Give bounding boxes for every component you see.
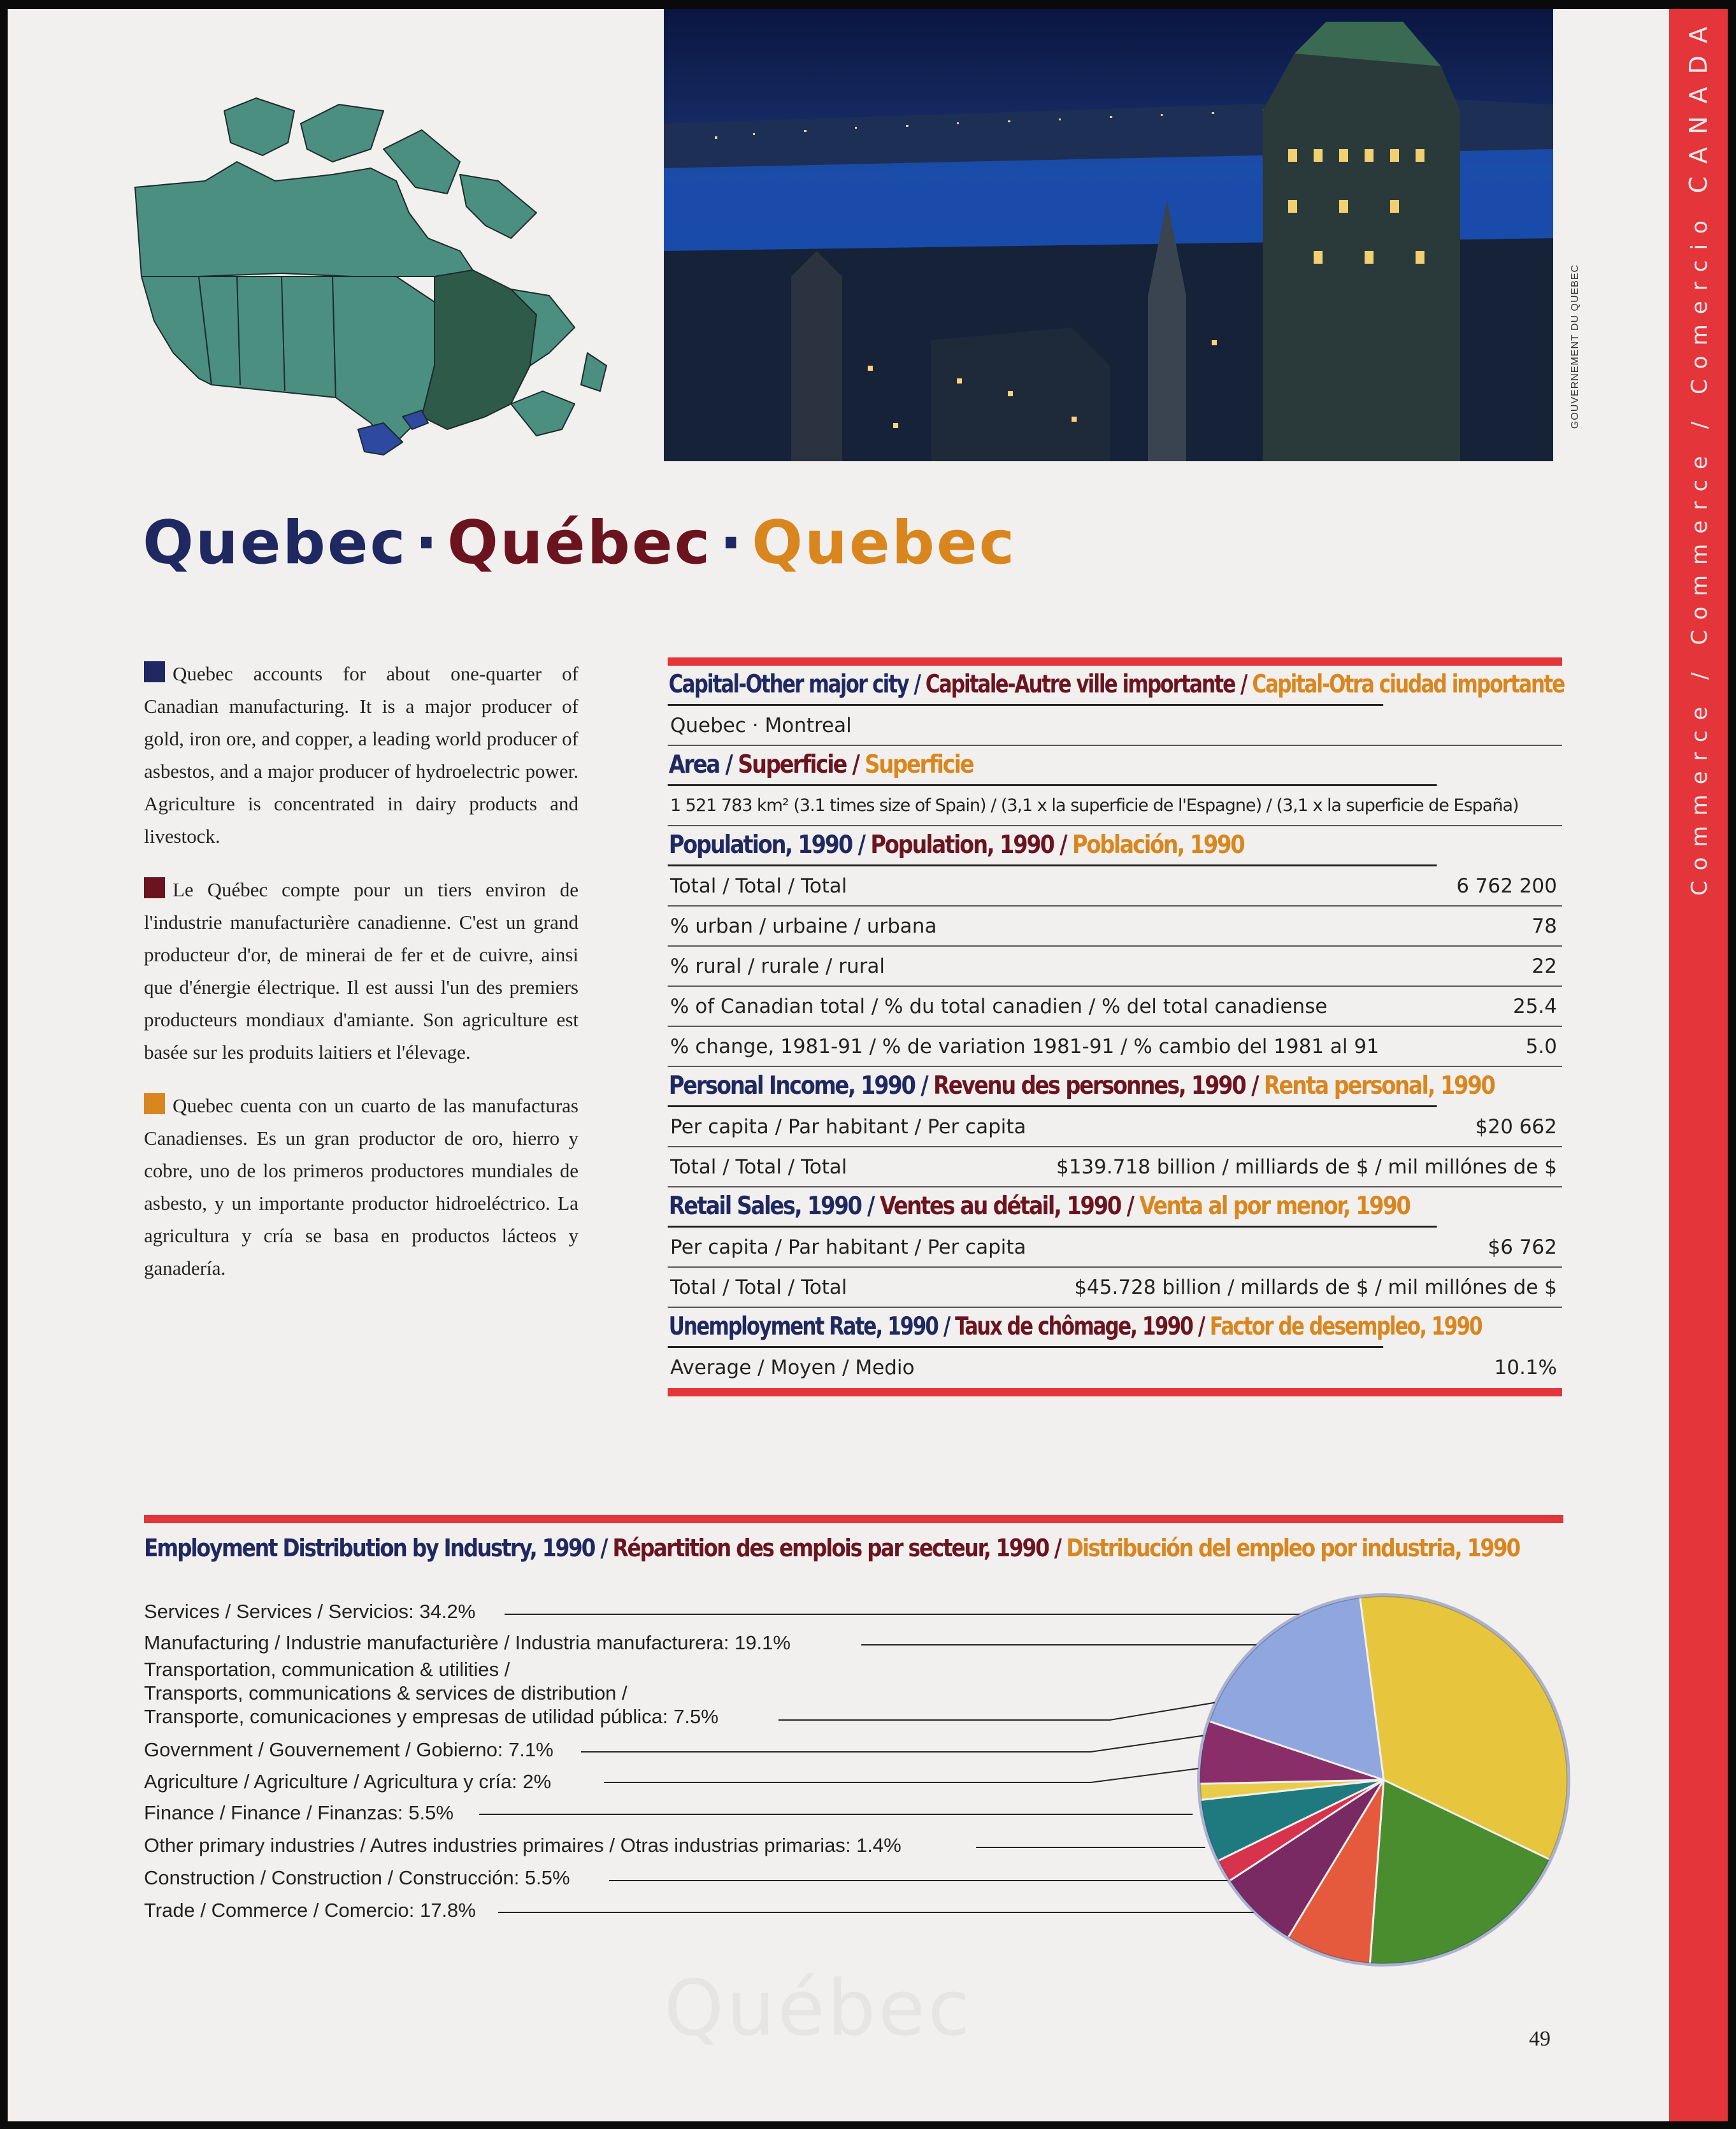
employment-title: Employment Distribution by Industry, 1990 / Répartition des emplois par secteur, 1990 / Distribución del empleo por industria, 1990 xyxy=(144,1534,1520,1562)
employment-pie-chart xyxy=(1173,1576,1575,1984)
paragraph-english: Quebec accounts for about one-quarter of Canadian manufacturing. It is a major producer of gold, iron ore, and copper, a leading world producer of asbestos, and a major producer of hydroelectric power. Agriculture is concentrated in dairy products and livestock. xyxy=(144,663,578,847)
stat-row: 1 521 783 km² (3.1 times size of Spain) / (3,1 x la superficie de l'Espagne) / (3,1 x la superficie de España) xyxy=(668,786,1562,826)
section-head-area: Area / Superficie / Superficie xyxy=(668,746,1437,786)
section-head-population: Population, 1990 / Population, 1990 / Población, 1990 xyxy=(668,826,1437,866)
title-spanish: Quebec xyxy=(752,508,1017,578)
stat-row: Total / Total / Total 6 762 200 xyxy=(668,866,1562,907)
stat-row: % of Canadian total / % du total canadien / % del total canadiense 25.4 xyxy=(668,987,1562,1027)
stat-row: % rural / rurale / rural 22 xyxy=(668,947,1562,987)
title-separator: · xyxy=(415,508,440,578)
title-french: Québec xyxy=(447,508,712,578)
stat-row: % urban / urbaine / urbana 78 xyxy=(668,907,1562,947)
stat-row: Average / Moyen / Medio 10.1% xyxy=(670,1356,1557,1379)
stat-row: Total / Total / Total $45.728 billion / millards de $ / mil millónes de $ xyxy=(668,1268,1562,1308)
stat-row: % change, 1981-91 / % de variation 1981-91 / % cambio del 1981 al 91 5.0 xyxy=(668,1027,1562,1067)
section-head-unemployment: Unemployment Rate, 1990 / Taux de chômage, 1990 / Factor de desempleo, 1990 xyxy=(668,1308,1383,1348)
pie-label-government: Government / Gouvernement / Gobierno: 7.1% xyxy=(144,1738,563,1762)
title-english: Quebec xyxy=(143,508,408,578)
sidebar-accent: CANADA xyxy=(1684,13,1712,194)
paragraph-french: Le Québec compte pour un tiers environ de l'industrie manufacturière canadienne. C'est un grand producteur d'or, de minerai de fer et de cuivre, ainsi que d'énergie électrique. Il est aussi l'un des premiers producteurs mondiaux d'amiante. Son agriculture est basée sur les produits laitiers et l'élevage. xyxy=(144,878,578,1063)
pie-label-agriculture: Agriculture / Agriculture / Agricultura y cría: 2% xyxy=(144,1770,560,1794)
paragraph-spanish: Quebec cuenta con un cuarto de las manufacturas Canadienses. Es un gran productor de oro, hierro y cobre, uno de los primeros productores mundiales de asbesto, y un importante productor hidroeléctrico. La agricultura y cría se basa en productos lácteos y ganadería. xyxy=(144,1094,578,1279)
pie-label-services: Services / Services / Servicios: 34.2% xyxy=(144,1600,484,1624)
stat-row: Per capita / Par habitant / Per capita $20 662 xyxy=(668,1107,1562,1147)
pie-label-transportation-3: Transporte, comunicaciones y empresas de utilidad pública: 7.5% xyxy=(144,1706,728,1727)
stat-row: Per capita / Par habitant / Per capita $6 762 xyxy=(668,1228,1562,1268)
stat-row: Total / Total / Total $139.718 billion / milliards de $ / mil millónes de $ xyxy=(668,1147,1562,1187)
leader-line xyxy=(604,1768,1199,1782)
pie-label-trade: Trade / Commerce / Comercio: 17.8% xyxy=(144,1898,485,1923)
leader-line xyxy=(778,1698,1240,1720)
page-number: 49 xyxy=(1529,2027,1551,2051)
section-head-income: Personal Income, 1990 / Revenu des personnes, 1990 / Renta personal, 1990 xyxy=(668,1067,1437,1107)
pie-label-transportation-1: Transportation, communication & utilities / xyxy=(144,1659,519,1680)
pie-label-transportation-2: Transports, communications & services de distribution / xyxy=(144,1682,636,1703)
title-separator: · xyxy=(719,508,745,578)
leader-line xyxy=(581,1735,1205,1752)
sidebar-label: Commerce / Commerce / Comercio xyxy=(1687,193,1712,896)
pie-label-construction: Construction / Construction / Construcción: 5.5% xyxy=(144,1866,579,1890)
pie-label-manufacturing: Manufacturing / Industrie manufacturière / Industria manufacturera: 19.1% xyxy=(144,1631,800,1655)
section-head-capital: Capital-Other major city / Capitale-Autre ville importante / Capital-Otra ciudad importante xyxy=(668,666,1383,706)
stat-row: Quebec · Montreal xyxy=(668,706,1562,746)
pie-label-finance: Finance / Finance / Finanzas: 5.5% xyxy=(144,1801,463,1825)
page xyxy=(8,9,1728,2121)
section-head-retail: Retail Sales, 1990 / Ventes au détail, 1990 / Venta al por menor, 1990 xyxy=(668,1187,1437,1228)
photo-credit: GOUVERNEMENT DU QUEBEC xyxy=(1570,264,1581,429)
pie-label-other-primary: Other primary industries / Autres industries primaires / Otras industrias primarias: 1.4% xyxy=(144,1833,910,1858)
watermark: Québec xyxy=(664,1965,973,2053)
